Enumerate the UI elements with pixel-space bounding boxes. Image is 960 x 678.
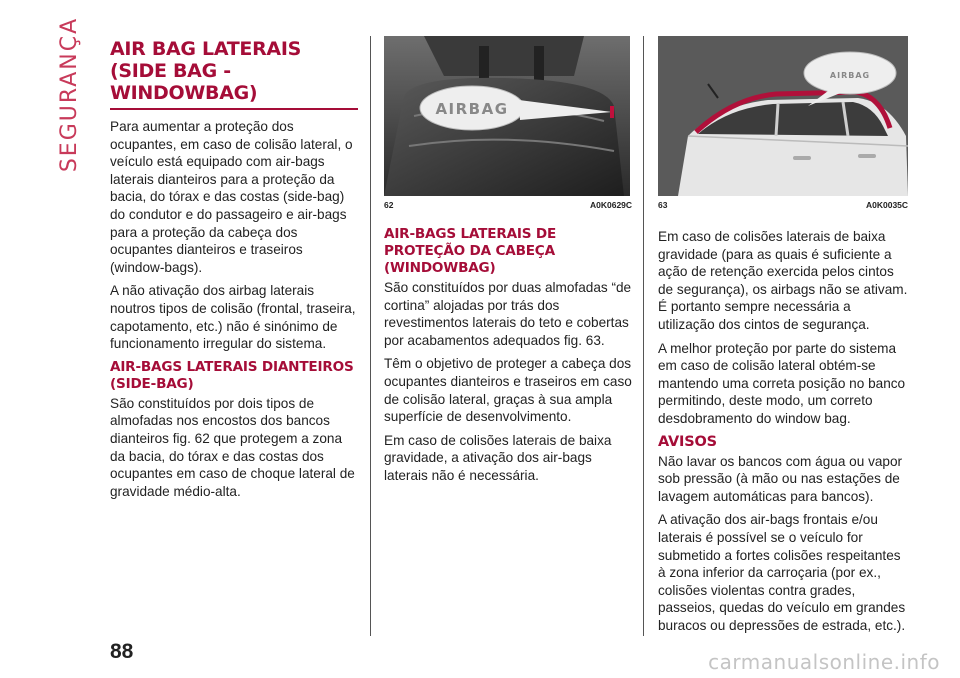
page-number: 88 (110, 640, 134, 663)
figure-63-airbag-label: AIRBAG (829, 71, 871, 80)
figure-63-number: 63 (658, 200, 668, 210)
page-title (110, 38, 358, 104)
paragraph-window-bag-description: São constituídos por duas almofadas “de cortina” alojadas por trás dos revestimentos laterais do teto e cobertas por acabamentos adequados fig. 63. (384, 280, 632, 348)
figure-62-code: A0K0629C (590, 200, 633, 210)
heading-side-bag: AIR-BAGS LATERAIS DIANTEIROS (SIDE-BAG) (110, 358, 354, 392)
section-side-label-text: SEGURANÇA (57, 16, 83, 172)
figure-62-number: 62 (384, 200, 394, 210)
paragraph-side-bag: São constituídos por dois tipos de almofadas nos encostos dos bancos dianteiros fig. 62 que protegem a zona da bacia, do tórax e das costas dos ocupantes em caso de choque lateral de gravidade médio-alta. (110, 395, 355, 499)
page-title-line-2: WINDOWBAG) (110, 82, 258, 104)
column-divider-left (370, 36, 371, 636)
paragraph-low-severity-belts: Em caso de colisões laterais de baixa gravidade (para as quais é suficiente a ação de retenção exercida pelos cintos de segurança), os airbags não se ativam. É portanto sempre necessária a utilização dos cintos de segurança. (658, 229, 908, 332)
column-2 (384, 226, 632, 491)
column-3 (658, 228, 908, 640)
paragraph-avisos-activation: A ativação dos air-bags frontais e/ou laterais é possível se o veículo for submetido a fortes colisões respeitantes à zona inferior da carroçaria (por ex., colisões violentas contra grades, passeios, quedas do veículo em grandes buracos ou depressões de estrada, etc.). (658, 512, 906, 633)
title-underline (110, 108, 358, 110)
paragraph-intro: Para aumentar a proteção dos ocupantes, em caso de colisão lateral, o veículo está equipado com air-bags laterais dianteiros para a proteção da bacia, do tórax e das costas (side-bag) do condutor e do passageiro e air-bags para a proteção da cabeça dos ocupantes dianteiros e traseiros (window-bags). (110, 119, 353, 275)
seat-airbag-illustration (384, 36, 630, 196)
column-divider-right (643, 36, 644, 636)
paragraph-window-bag-low-severity: Em caso de colisões laterais de baixa gravidade, a ativação dos air-bags laterais não é necessária. (384, 432, 612, 483)
car-windowbag-illustration (658, 36, 908, 196)
column-1 (110, 38, 358, 506)
paragraph-seat-position: A melhor proteção por parte do sistema em caso de colisão lateral obtém-se mantendo uma correta posição no banco permitindo, deste modo, um correto desdobramento do window bag. (658, 340, 906, 426)
figure-63-car-windowbag (658, 36, 908, 196)
paragraph-window-bag-purpose: Têm o objetivo de proteger a cabeça dos ocupantes dianteiros e traseiros em caso de colisão lateral, graças à sua ampla superfície de desenvolvimento. (384, 356, 632, 425)
heading-avisos: AVISOS (658, 433, 717, 450)
section-side-label (57, 16, 83, 172)
heading-window-bag: AIR-BAGS LATERAIS DE PROTEÇÃO DA CABEÇA (WINDOWBAG) (384, 226, 557, 276)
paragraph-avisos-washing: Não lavar os bancos com água ou vapor sob pressão (à mão ou nas estações de lavagem automáticas para bancos). (658, 453, 903, 504)
figure-62-seat-airbag (384, 36, 630, 196)
figure-63-code: A0K0035C (866, 200, 909, 210)
watermark: carmanualsonline.info (708, 650, 940, 674)
paragraph-non-activation: A não ativação dos airbag laterais noutros tipos de colisão (frontal, traseira, capotamento, etc.) não é sinónimo de funcionamento irregular do sistema. (110, 283, 356, 352)
figure-62-airbag-label: AIRBAG (435, 100, 509, 118)
page-title-line-1: AIR BAG LATERAIS (SIDE BAG - (110, 38, 301, 82)
